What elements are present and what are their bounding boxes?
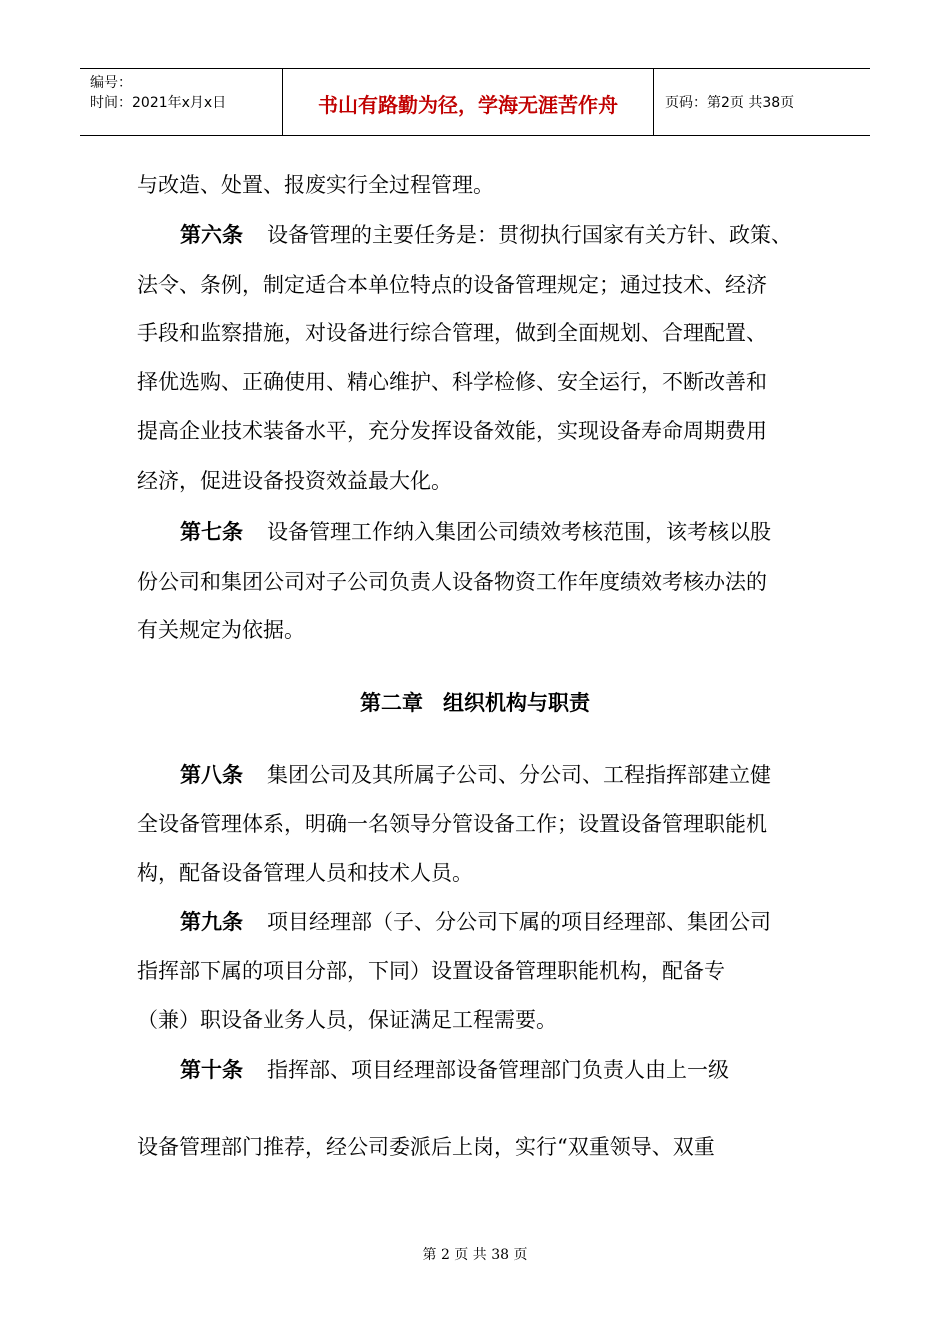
chapter-title: 组织机构与职责 [443, 691, 590, 715]
body-line: 经济，促进设备投资效益最大化。 [137, 469, 452, 493]
header-divider [653, 69, 654, 135]
body-line: 手段和监察措施，对设备进行综合管理，做到全面规划、合理配置、 [137, 321, 767, 345]
date-line: 时间：2021年x月x日 [90, 95, 227, 111]
article-9: 第九条 项目经理部（子、分公司下属的项目经理部、集团公司 [180, 910, 771, 934]
article-number: 第八条 [180, 763, 243, 787]
serial-label: 编号： [90, 75, 132, 91]
body-line: 份公司和集团公司对子公司负责人设备物资工作年度绩效考核办法的 [137, 570, 767, 594]
article-7: 第七条 设备管理工作纳入集团公司绩效考核范围，该考核以股 [180, 520, 771, 544]
chapter-heading [0, 688, 950, 718]
header-meta [90, 73, 226, 113]
article-number: 第九条 [180, 910, 243, 934]
article-6: 第六条 设备管理的主要任务是：贯彻执行国家有关方针、政策、 [180, 223, 792, 247]
body-line: 构，配备设备管理人员和技术人员。 [137, 861, 473, 885]
header-motto: 书山有路勤为径，学海无涯苦作舟 [318, 93, 618, 117]
body-line: 指挥部下属的项目分部，下同）设置设备管理职能机构，配备专 [137, 959, 725, 983]
body-line: 法令、条例，制定适合本单位特点的设备管理规定；通过技术、经济 [137, 273, 767, 297]
article-number: 第六条 [180, 223, 243, 247]
article-8: 第八条 集团公司及其所属子公司、分公司、工程指挥部建立健 [180, 763, 771, 787]
article-number: 第十条 [180, 1058, 243, 1082]
header-page-info: 页码：第2页 共38页 [665, 95, 795, 111]
body-line: 有关规定为依据。 [137, 618, 305, 642]
chapter-number: 第二章 [360, 691, 423, 715]
body-line: 提高企业技术装备水平，充分发挥设备效能，实现设备寿命周期费用 [137, 419, 767, 443]
body-line: 设备管理部门推荐，经公司委派后上岗，实行“双重领导、双重 [137, 1135, 715, 1159]
article-number: 第七条 [180, 520, 243, 544]
page-header [80, 68, 870, 136]
body-line: 全设备管理体系，明确一名领导分管设备工作；设置设备管理职能机 [137, 812, 767, 836]
page-footer: 第 2 页 共 38 页 [422, 1247, 528, 1263]
body-line: 择优选购、正确使用、精心维护、科学检修、安全运行，不断改善和 [137, 370, 767, 394]
body-line: （兼）职设备业务人员，保证满足工程需要。 [137, 1008, 557, 1032]
body-line: 与改造、处置、报废实行全过程管理。 [137, 173, 494, 197]
article-10: 第十条 指挥部、项目经理部设备管理部门负责人由上一级 [180, 1058, 729, 1082]
